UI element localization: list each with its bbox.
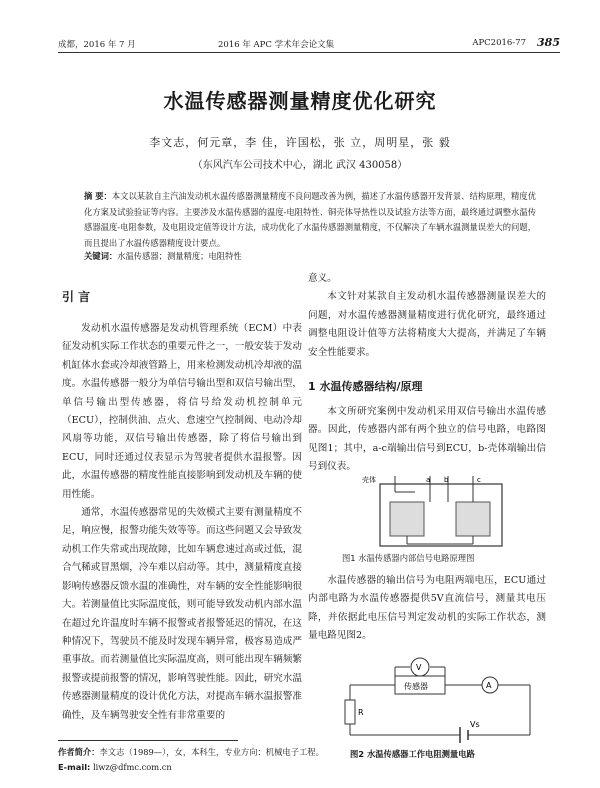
abstract-text: 本文以某款自主汽油发动机水温传感器测量精度不良问题改善为例，描述了水温传感器开发背景、结构原理，精度优化方案及试验验证等内容。主要涉及水温传感器的温度-电阻特性、铜壳体导热性以及试验方法等方面，最终通过调整水温传感器温度-电阻参数，及电阻设定值等设计方法，成功优化了水温传感器测量精度，不仅解决了车辆水温测量误差大的问题，而且提出了水温传感器精度设计要点。 — [84, 191, 536, 248]
keywords-label: 关键词： — [84, 251, 118, 261]
fig2-sensor-label: 传感器 — [404, 682, 428, 691]
figure-2-diagram — [340, 655, 540, 747]
fig1-label-c: c — [477, 476, 481, 484]
abstract-label: 摘 要： — [84, 191, 112, 201]
paper-title: 水温传感器测量精度优化研究 — [163, 89, 437, 113]
after-figure-1 — [308, 572, 546, 646]
right-column-top — [308, 270, 546, 362]
figure-2-caption: 图2 水温传感器工作电阻测量电路 — [350, 749, 475, 759]
affiliation: （东风汽车公司技术中心，湖北 武汉 430058） — [192, 160, 408, 171]
author-note-label: 作者简介： — [58, 747, 100, 757]
intro-paragraph-1: 发动机水温传感器是发动机管理系统（ECM）中表征发动机实际工作状态的重要元件之一，一般安装于发动机缸体水套或冷却液管路上，用来检测发动机冷却液的温度。水温传感器一般分为单信号输出型和双信号输出型，单信号输出型传感器，将信号给发动机控制单元（ECU），控制供油、点火、怠速空气控制阀、电动冷却风扇等功能，双信号输出传感器，除了将信号输出到ECU，同时还通过仪表显示为驾驶者提供水温报警。因此，水温传感器的精度性能直接影响到发动机及车辆的使用性能。 — [62, 323, 302, 500]
intro-continued: 意义。 — [308, 273, 337, 284]
intro-heading: 引 言 — [62, 290, 91, 304]
left-column — [62, 320, 302, 725]
resistor-2 — [456, 502, 490, 536]
after-figure-1-text: 水温传感器的输出信号为电阻两端电压，ECU通过内部电路为水温传感器提供5V直流信号，测量其电压降，并依据此电压信号判定发动机的实际工作状态，测量电路见图2。 — [308, 575, 546, 642]
header-rule — [58, 52, 560, 53]
figure-1-diagram — [360, 472, 520, 550]
author-note — [58, 746, 324, 758]
fig2-v-label: V — [416, 663, 422, 672]
header-center: 2016 年 APC 学术年会论文集 — [218, 40, 335, 50]
email-label: E-mail: — [58, 762, 91, 772]
figure-1-caption: 图1 水温传感器内部信号电路原理图 — [342, 553, 475, 563]
intro-paragraph-3: 本文针对某款自主发动机水温传感器测量误差大的问题，对水温传感器测量精度进行优化研究，最终通过调整电阻设计值等方法将精度大大提高，并满足了车辆安全性能要求。 — [308, 291, 546, 358]
email-address: liwz@dfmc.com.cn — [93, 762, 172, 772]
page-number: 385 — [537, 36, 560, 49]
intro-paragraph-2: 通常，水温传感器常见的失效模式主要有测量精度不足，响应慢，报警功能失效等等。而这些问题又会导致发动机工作失常或出现故障，比如车辆怠速过高或过低，混合气稀或冒黑烟，冷车难以启动等。其中，测量精度直接影响传感器反馈水温的准确性，对车辆的安全性能影响很大。若测量值比实际温度低，则可能导致发动机内部水温在超过允许温度时车辆不报警或者报警延迟的情况，在这种情况下，驾驶员不能及时发现车辆异常，极容易造成严重事故。而若测量值比实际温度高，则可能出现车辆频繁报警或提前报警的情况，影响驾驶性能。因此，研究水温传感器测量精度的设计优化方法，对提高车辆水温报警准确性，及车辆驾驶安全性有非常重要的 — [62, 507, 302, 721]
fig1-shell-label: 壳体 — [362, 476, 376, 484]
fig1-label-a: a — [426, 476, 431, 484]
fig1-label-b: b — [444, 476, 449, 484]
keywords — [84, 250, 242, 262]
section1-heading: 1 水温传感器结构/原理 — [308, 380, 423, 393]
fig2-a-label: A — [486, 681, 492, 690]
header-right: APC2016-77 — [472, 38, 526, 48]
email-note — [58, 762, 172, 772]
authors: 李文志，何元章，李 佳，许国松，张 立，周明星，张 毅 — [149, 136, 451, 149]
fig2-r-label: R — [358, 708, 364, 717]
header-left: 成都，2016 年 7 月 — [58, 40, 136, 50]
abstract — [84, 189, 536, 251]
footnote-rule — [58, 740, 238, 741]
author-note-text: 李文志（1989—），女，本科生，专业方向：机械电子工程。 — [99, 747, 324, 757]
resistor-r — [345, 700, 355, 724]
resistor-1 — [390, 502, 424, 536]
keywords-text: 水温传感器；测量精度；电阻特性 — [117, 251, 242, 261]
fig2-vs-label: Vs — [470, 720, 480, 729]
section1-paragraph — [308, 403, 546, 477]
section1-text: 本文所研究案例中发动机采用双信号输出水温传感器。因此，传感器内部有两个独立的信号电路，电路图见图1；其中，a-c端输出信号到ECU，b-壳体端输出信号到仪表。 — [308, 406, 546, 473]
